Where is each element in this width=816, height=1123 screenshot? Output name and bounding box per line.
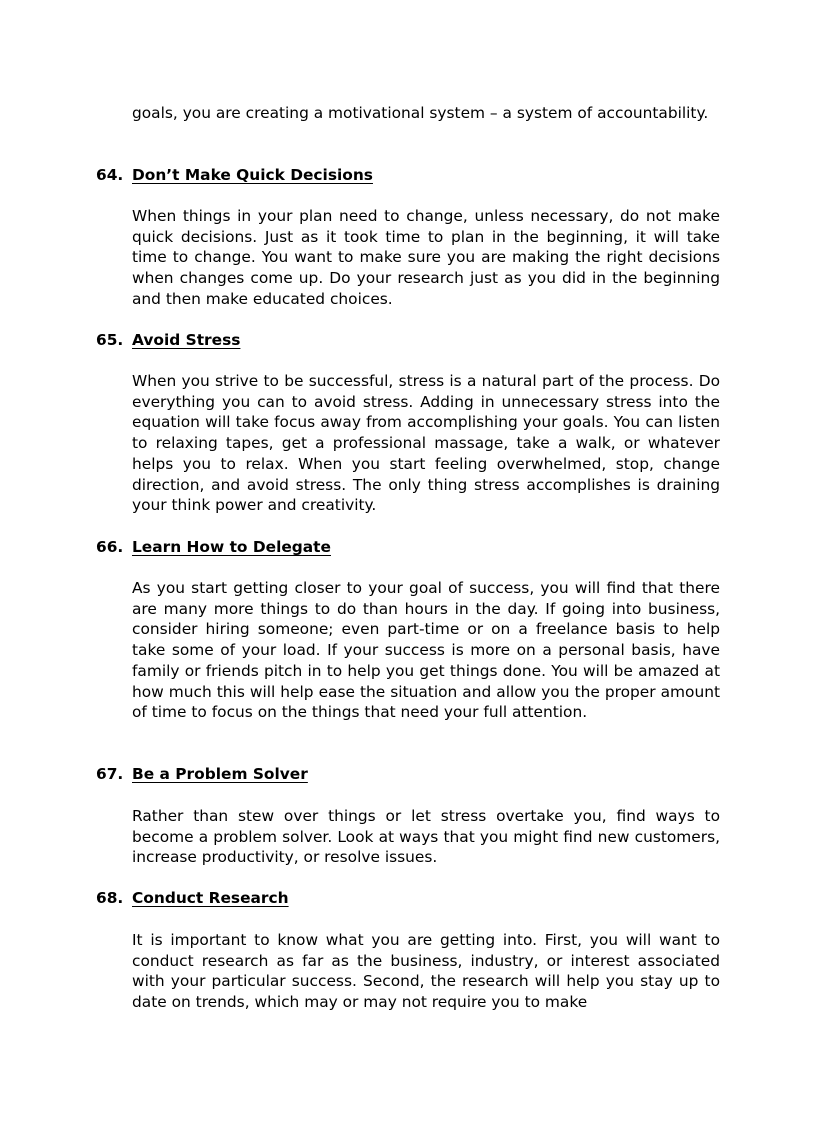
section-title: Be a Problem Solver <box>132 765 308 783</box>
section-heading-65 <box>96 330 240 351</box>
section-body-65: When you strive to be successful, stress is a natural part of the process. Do everything you can to avoid stress. Adding in unnecessary stress into the equation will take focus away from accomplishing your goals. You can listen to relaxing tapes, get a professional massage, take a walk, or whatever helps you to relax. When you start feeling overwhelmed, stop, change direction, and avoid stress. The only thing stress accomplishes is draining your think power and creativity. <box>132 372 720 515</box>
section-number: 66. <box>96 538 124 556</box>
section-heading-66 <box>96 537 331 558</box>
section-body-67: Rather than stew over things or let stress overtake you, find ways to become a problem solver. Look at ways that you might find new customers, increase productivity, or resolve issues. <box>132 807 720 867</box>
section-body-66: As you start getting closer to your goal of success, you will find that there are many more things to do than hours in the day. If going into business, consider hiring someone; even part-time or on a freelance basis to help take some of your load. If your success is more on a personal basis, have family or friends pitch in to help you get things done. You will be amazed at how much this will help ease the situation and allow you the proper amount of time to focus on the things that need your full attention. <box>132 579 720 722</box>
intro-paragraph: goals, you are creating a motivational system – a system of accountability. <box>132 104 709 122</box>
section-title: Avoid Stress <box>132 331 241 349</box>
section-heading-68 <box>96 888 289 909</box>
section-number: 68. <box>96 889 124 907</box>
section-number: 67. <box>96 765 124 783</box>
section-heading-64 <box>96 165 373 186</box>
section-number: 65. <box>96 331 124 349</box>
section-title: Learn How to Delegate <box>132 538 331 556</box>
section-title: Conduct Research <box>132 889 289 907</box>
section-heading-67 <box>96 764 308 785</box>
section-body-64: When things in your plan need to change, unless necessary, do not make quick decisions. Just as it took time to plan in the beginning, it will take time to change. You want to make sure you are making the right decisions when changes come up. Do your research just as you did in the beginning and then make educated choices. <box>132 207 720 308</box>
section-body-68: It is important to know what you are getting into. First, you will want to conduct research as far as the business, industry, or interest associated with your particular success. Second, the research will help you stay up to date on trends, which may or may not require you to make <box>132 931 720 1012</box>
section-number: 64. <box>96 166 124 184</box>
section-title: Don’t Make Quick Decisions <box>132 166 373 184</box>
